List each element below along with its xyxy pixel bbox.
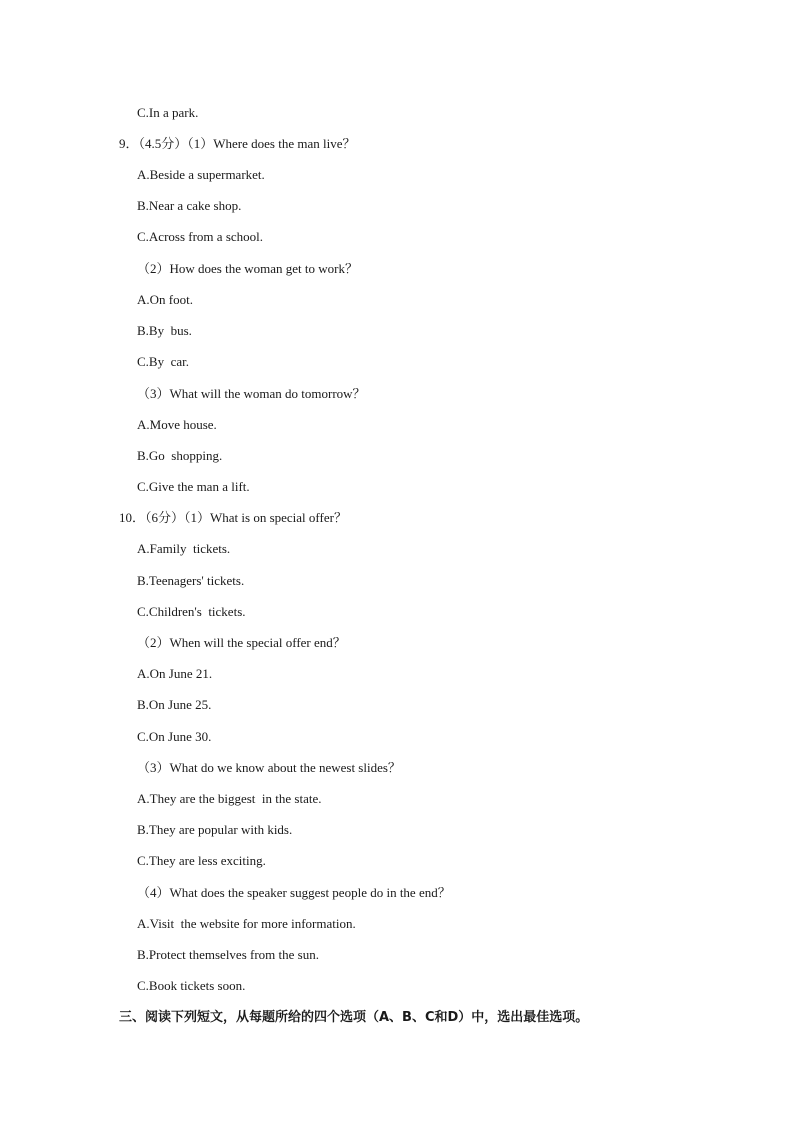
q9-1-option-a: A.Beside a supermarket.: [137, 167, 265, 182]
q9-3-question: （3）What will the woman do tomorrow？: [137, 386, 366, 401]
q9-3-option-b: B.Go shopping.: [137, 448, 223, 463]
q10-2-option-a: A.On June 21.: [137, 666, 213, 681]
q9-2-option-c: C.By car.: [137, 354, 189, 369]
q10-3-question: （3）What do we know about the newest slides？: [137, 760, 401, 775]
q9-2-option-b: B.By bus.: [137, 323, 192, 338]
q10-3-option-a: A.They are the biggest in the state.: [137, 791, 322, 806]
q9-1-option-b: B.Near a cake shop.: [137, 198, 242, 213]
q10-2-question: （2）When will the special offer end？: [137, 635, 346, 650]
q10-4-option-c: C.Book tickets soon.: [137, 978, 246, 993]
q8-option-c: C.In a park.: [137, 105, 199, 120]
q10-1-option-a: A.Family tickets.: [137, 541, 231, 556]
q10-2-option-c: C.On June 30.: [137, 729, 212, 744]
q10-2-option-b: B.On June 25.: [137, 697, 212, 712]
q10-4-question: （4）What does the speaker suggest people do in the end？: [137, 885, 451, 900]
q10-3-option-c: C.They are less exciting.: [137, 853, 266, 868]
q9-2-question: （2）How does the woman get to work？: [137, 261, 358, 276]
q10-4-option-a: A.Visit the website for more information.: [137, 916, 356, 931]
q9-1-option-c: C.Across from a school.: [137, 229, 264, 244]
section-3-heading: 三、阅读下列短文，从每题所给的四个选项（A、B、C和D）中，选出最佳选项。: [119, 1010, 589, 1025]
q10-4-option-b: B.Protect themselves from the sun.: [137, 947, 319, 962]
q9-2-option-a: A.On foot.: [137, 292, 193, 307]
q9-header: 9．（4.5分）（1）Where does the man live？: [119, 136, 356, 151]
q9-3-option-a: A.Move house.: [137, 417, 217, 432]
q10-1-option-b: B.Teenagers' tickets.: [137, 573, 245, 588]
q10-3-option-b: B.They are popular with kids.: [137, 822, 293, 837]
q9-3-option-c: C.Give the man a lift.: [137, 479, 250, 494]
q10-1-option-c: C.Children's tickets.: [137, 604, 246, 619]
q10-header: 10．（6分）（1）What is on special offer？: [119, 510, 347, 525]
